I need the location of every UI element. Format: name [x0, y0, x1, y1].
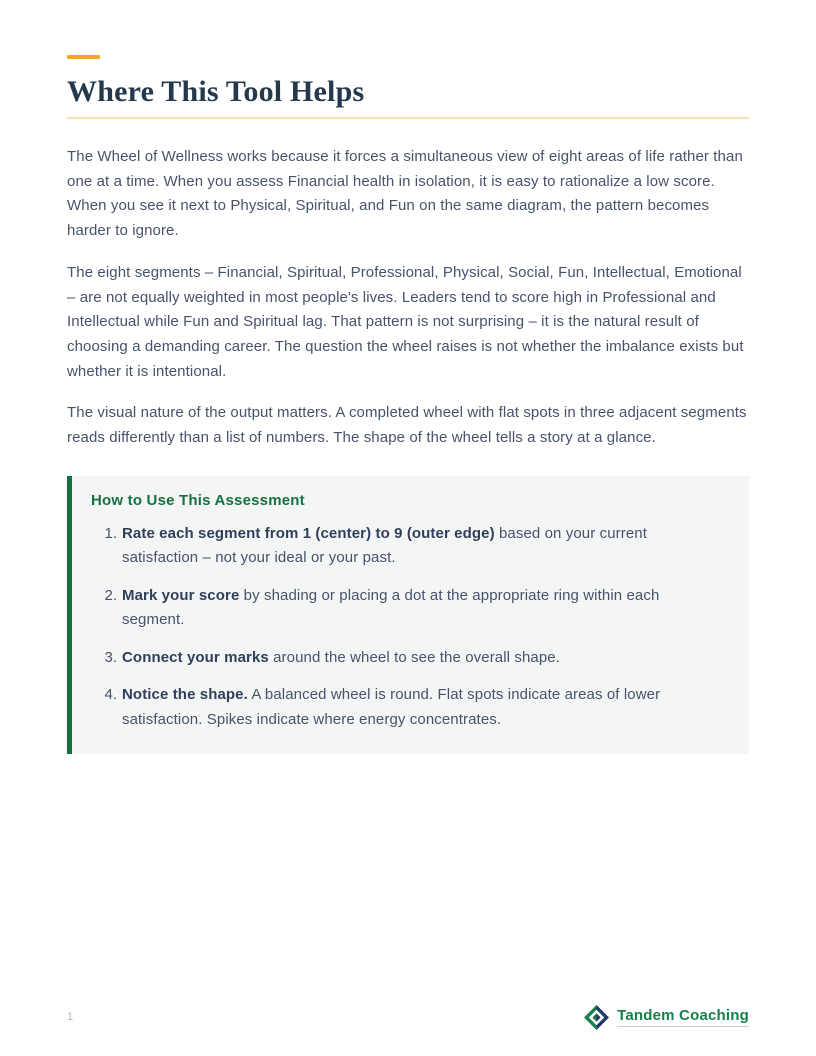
list-item-rest: based on your current satisfaction – not your ideal or your past. — [122, 524, 647, 567]
how-to-use-callout — [67, 476, 749, 755]
list-item — [100, 584, 725, 633]
list-item-text — [122, 522, 725, 571]
body-copy — [67, 145, 749, 451]
list-item-text — [122, 683, 725, 732]
paragraph: The eight segments – Financial, Spiritual, Professional, Physical, Social, Fun, Intellectual, Emotional – are not equally weighted in most people's lives. Leaders tend to score high in Professional and Intellectual while Fun and Spiritual lag. That pattern is not surprising – it is the natural result of choosing a demanding career. The question the wheel raises is not whether the imbalance exists but whether it is intentional. — [67, 263, 744, 380]
list-item — [100, 522, 725, 571]
list-item-number: 2. — [104, 586, 117, 604]
brand-lockup — [584, 1005, 749, 1030]
page-title: Where This Tool Helps — [67, 75, 749, 119]
list-item-text — [122, 646, 725, 671]
list-item-bold: Notice the shape. — [122, 686, 248, 704]
callout-heading: How to Use This Assessment — [91, 491, 305, 509]
list-item-number: 3. — [104, 648, 117, 666]
callout-list — [91, 522, 725, 733]
list-item-text — [122, 584, 725, 633]
page-footer — [67, 1002, 749, 1032]
list-item — [100, 683, 725, 732]
paragraph: The Wheel of Wellness works because it forces a simultaneous view of eight areas of life rather than one at a time. When you assess Financial health in isolation, it is easy to rationalize a low score. When you see it next to Physical, Spiritual, and Fun on the same diagram, the pattern becomes harder to ignore. — [67, 148, 743, 240]
list-item-rest: around the wheel to see the overall shape. — [268, 648, 561, 666]
list-item-rest: A balanced wheel is round. Flat spots indicate areas of lower satisfaction. Spikes indicate where energy concentrates. — [122, 686, 661, 728]
list-item-rest: by shading or placing a dot at the appropriate ring within each segment. — [122, 586, 660, 629]
list-item-number: 4. — [104, 686, 117, 704]
list-item — [100, 646, 725, 671]
list-item-bold: Mark your score — [122, 586, 240, 604]
brand-name: Tandem Coaching — [617, 1007, 749, 1027]
page-content — [67, 0, 749, 754]
list-item-bold: Connect your marks — [122, 648, 269, 666]
list-item-bold: Rate each segment from 1 (center) to 9 (outer edge) — [122, 524, 495, 542]
accent-bar — [67, 55, 100, 59]
tandem-logo-icon — [584, 1005, 609, 1030]
list-item-number: 1. — [104, 524, 117, 542]
paragraph: The visual nature of the output matters. A completed wheel with flat spots in three adjacent segments reads differently than a list of numbers. The shape of the wheel tells a story at a glance. — [67, 404, 747, 447]
page-number: 1 — [67, 1011, 74, 1023]
